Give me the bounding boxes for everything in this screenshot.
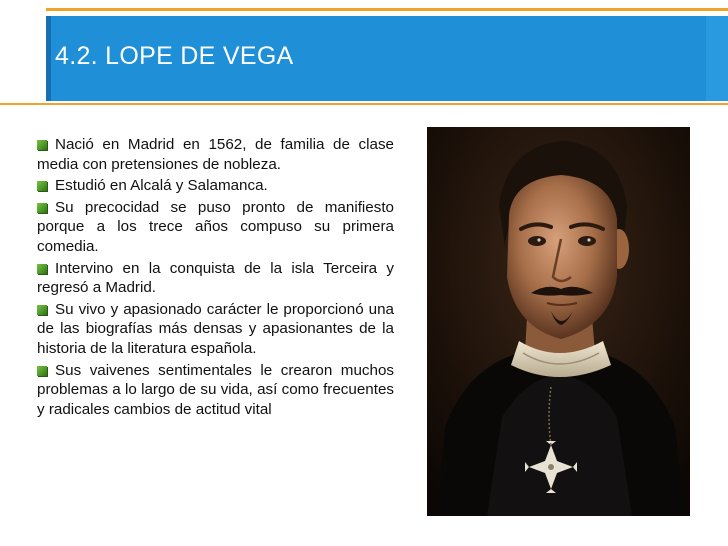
bullet-text: Su precocidad se puso pronto de manifiesto porque a los trece años compuso su primera comedia. — [37, 198, 394, 255]
bullet-list — [37, 135, 394, 421]
top-accent-line — [46, 8, 728, 11]
title-banner-right-strip — [706, 16, 728, 101]
bullet-item — [37, 176, 394, 196]
green-square-bullet-icon — [37, 181, 47, 191]
portrait-painting-icon — [427, 127, 690, 516]
bullet-item — [37, 259, 394, 298]
title-banner — [46, 16, 728, 101]
title-banner-left-edge — [46, 16, 51, 101]
bullet-item — [37, 198, 394, 257]
green-square-bullet-icon — [37, 140, 47, 150]
bullet-text: Intervino en la conquista de la isla Terceira y regresó a Madrid. — [37, 259, 394, 297]
bullet-item — [37, 135, 394, 174]
slide-title: 4.2. LOPE DE VEGA — [55, 42, 294, 70]
bullet-text: Estudió en Alcalá y Salamanca. — [55, 177, 268, 195]
green-square-bullet-icon — [37, 264, 47, 274]
bullet-text: Nació en Madrid en 1562, de familia de clase media con pretensiones de nobleza. — [37, 136, 394, 173]
title-divider-line — [0, 103, 728, 105]
bullet-text: Su vivo y apasionado carácter le proporcionó una de las biografías más densas y apasionantes de la historia de la literatura española. — [37, 300, 394, 357]
green-square-bullet-icon — [37, 203, 47, 213]
green-square-bullet-icon — [37, 366, 47, 376]
bullet-item — [37, 300, 394, 359]
green-square-bullet-icon — [37, 305, 47, 315]
bullet-item — [37, 361, 394, 420]
bullet-text: Sus vaivenes sentimentales le crearon muchos problemas a lo largo de su vida, así como frecuentes y radicales cambios de actitud vital — [37, 361, 394, 418]
